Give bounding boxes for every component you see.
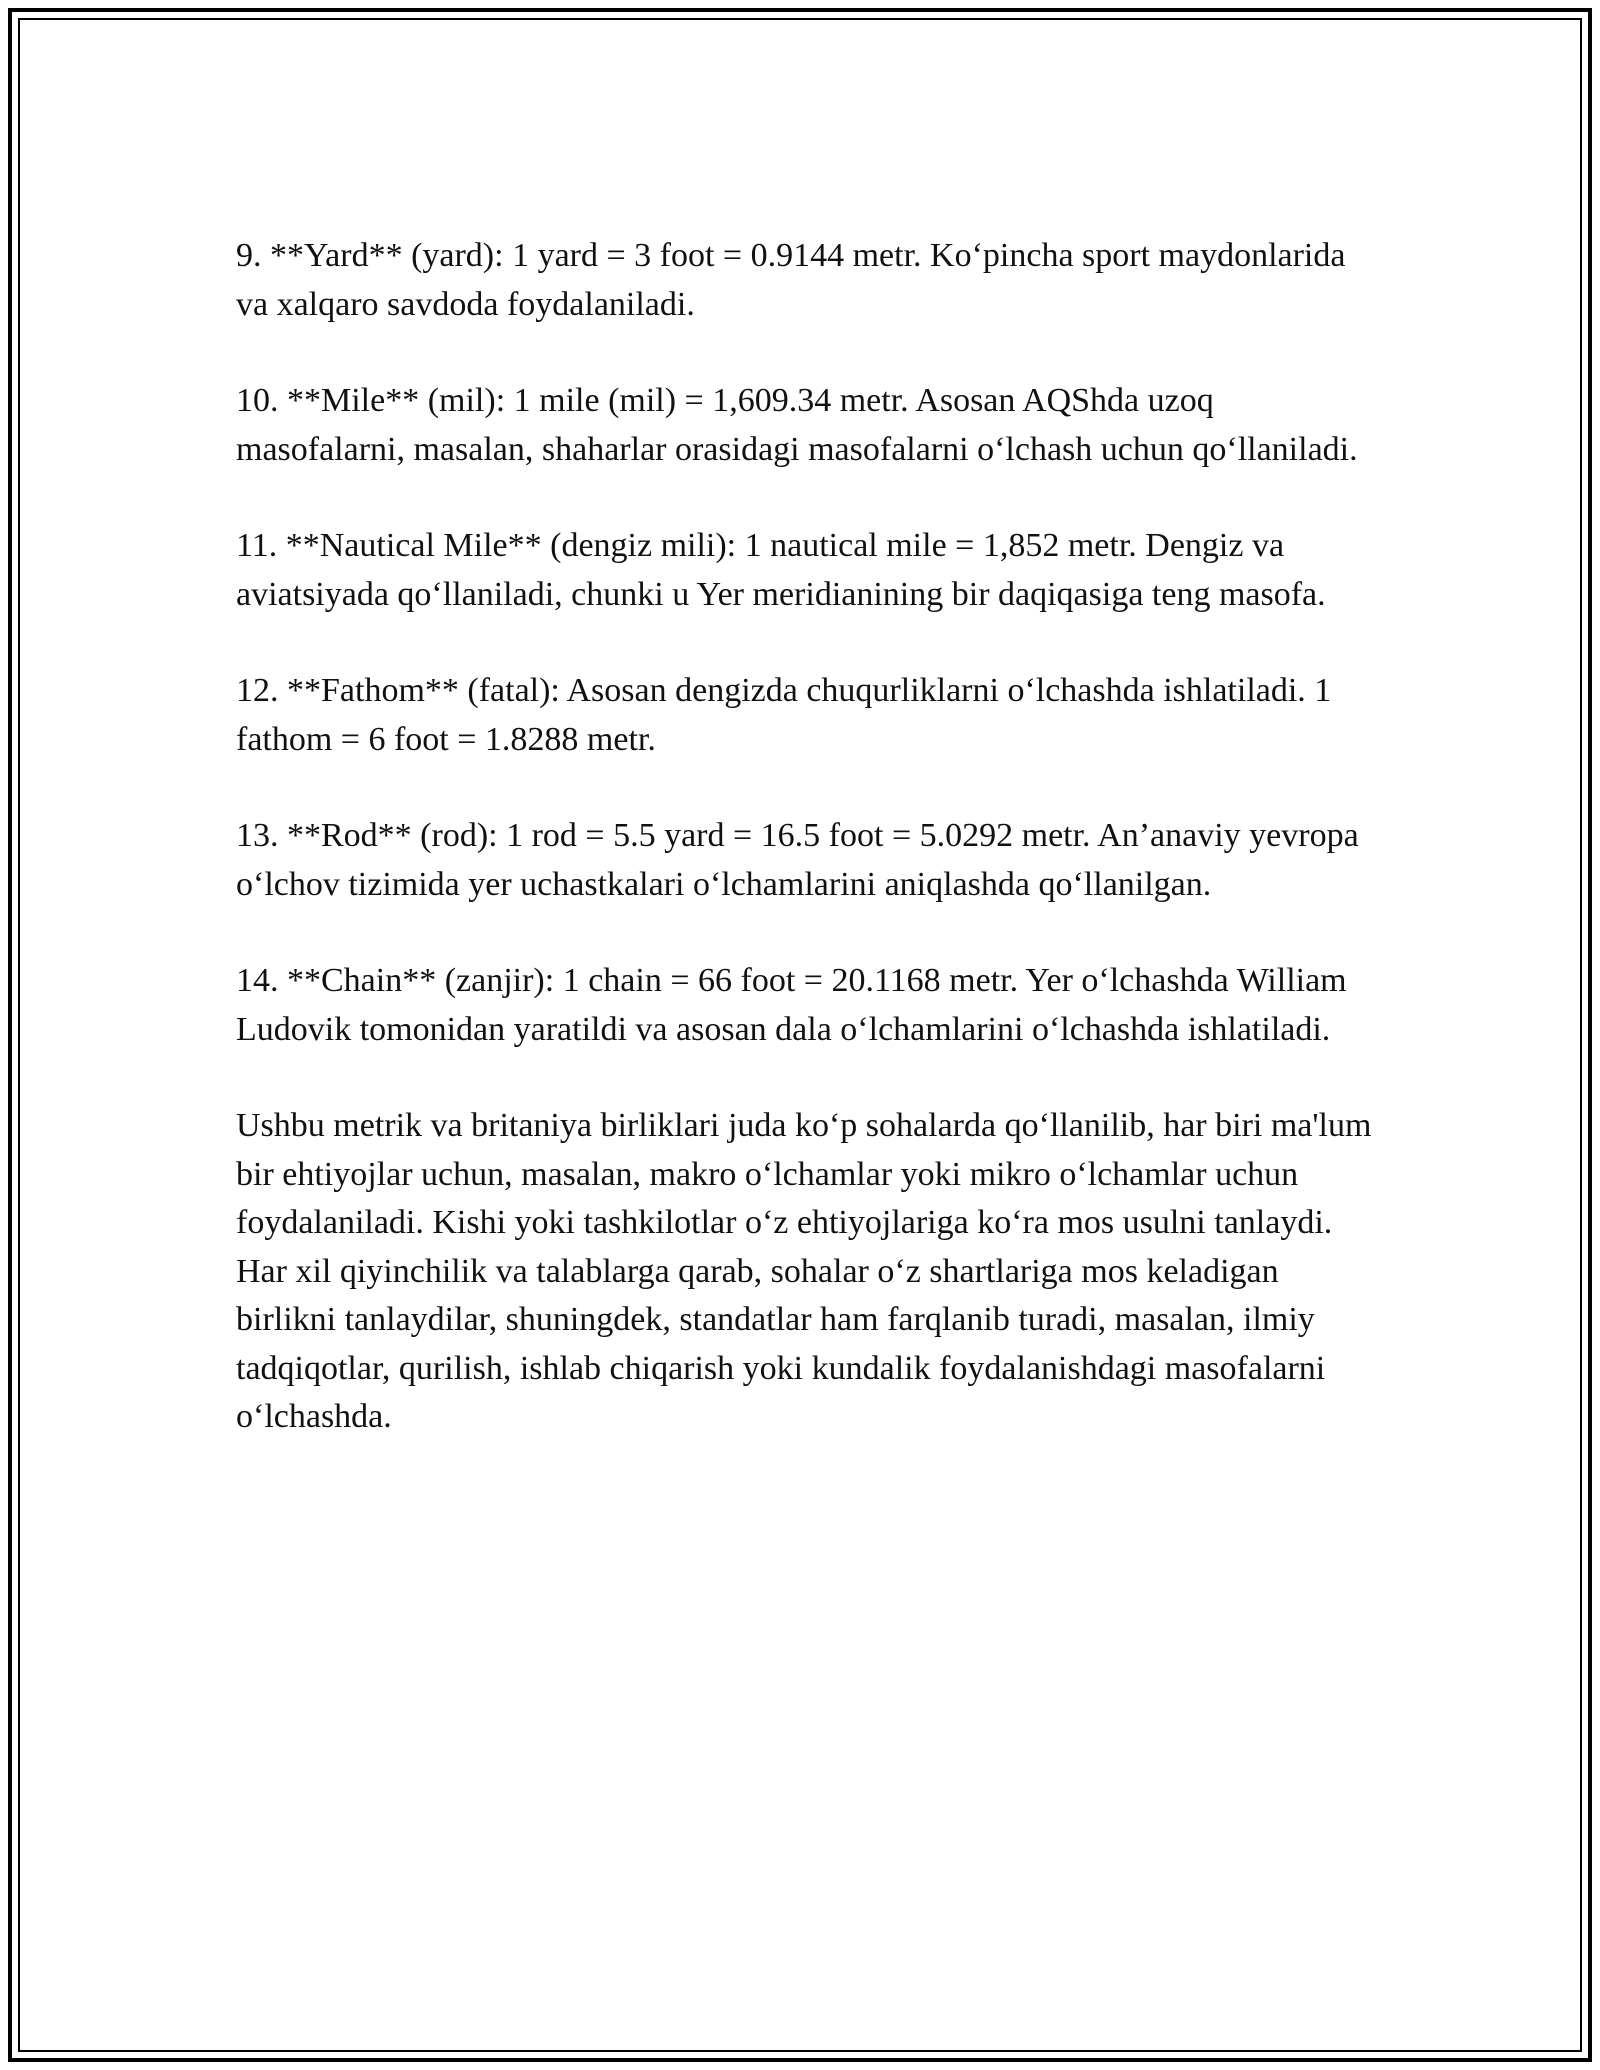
paragraph-chain: 14. **Chain** (zanjir): 1 chain = 66 foot = 20.1168 metr. Yer o‘lchashda William Ludovik tomonidan yaratildi va asosan dala o‘lchamlarini o‘lchashda ishlatiladi. [236,962,1347,1048]
paragraph-rod: 13. **Rod** (rod): 1 rod = 5.5 yard = 16.5 foot = 5.0292 metr. An’anaviy yevropa o‘lchov tizimida yer uchastkalari o‘lchamlarini aniqlashda qo‘llanilgan. [236,817,1359,903]
paragraph-summary: Ushbu metrik va britaniya birliklari juda ko‘p sohalarda qo‘llanilib, har biri ma'lum bir ehtiyojlar uchun, masalan, makro o‘lchamlar yoki mikro o‘lchamlar uchun foydalaniladi. Kishi yoki tashkilotlar o‘z ehtiyojlariga ko‘ra mos usulni tanlaydi. Har xil qiyinchilik va talablarga qarab, sohalar o‘z shartlariga mos keladigan birlikni tanlaydilar, shuningdek, standatlar ham farqlanib turadi, masalan, ilmiy tadqiqotlar, qurilish, ishlab chiqarish yoki kundalik foydalanishdagi masofalarni o‘lchashda. [236,1107,1372,1435]
paragraph-mile: 10. **Mile** (mil): 1 mile (mil) = 1,609.34 metr. Asosan AQShda uzoq masofalarni, masalan, shaharlar orasidagi masofalarni o‘lchash uchun qo‘llaniladi. [236,382,1358,468]
paragraph-fathom: 12. **Fathom** (fatal): Asosan dengizda chuqurliklarni o‘lchashda ishlatiladi. 1 fathom = 6 foot = 1.8288 metr. [236,672,1332,758]
paragraph-nautical-mile: 11. **Nautical Mile** (dengiz mili): 1 nautical mile = 1,852 metr. Dengiz va aviatsiyada qo‘llaniladi, chunki u Yer meridianining bir daqiqasiga teng masofa. [236,527,1326,613]
paragraph-yard: 9. **Yard** (yard): 1 yard = 3 foot = 0.9144 metr. Ko‘pincha sport maydonlarida va xalqaro savdoda foydalaniladi. [236,237,1346,323]
document-body [236,232,1376,1442]
